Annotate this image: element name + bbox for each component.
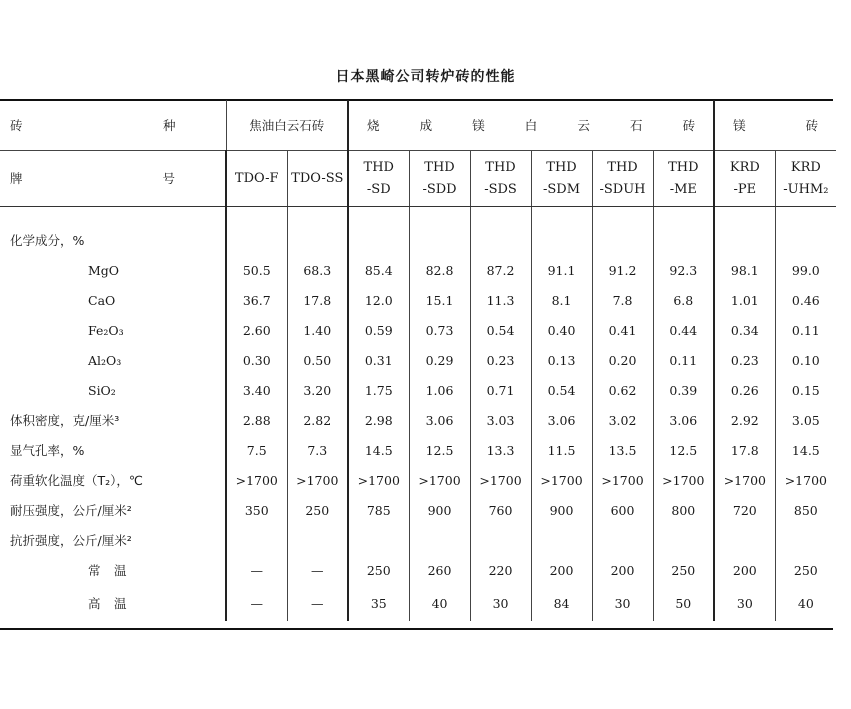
value-cell <box>348 225 409 255</box>
value-cell: 11.5 <box>531 435 592 465</box>
brand-cell: KRD -UHM₂ <box>775 151 836 207</box>
label-number: 号 <box>162 170 175 186</box>
value-cell: 1.75 <box>348 375 409 405</box>
brand-cell: THD -SDD <box>409 151 470 207</box>
value-cell: >1700 <box>287 465 348 495</box>
table-row <box>0 525 836 555</box>
row-label: 荷重软化温度（T₂），℃ <box>10 473 143 488</box>
group-char: 烧 <box>367 118 380 133</box>
row-label: 常 温 <box>88 563 127 578</box>
value-cell: 84 <box>531 585 592 621</box>
value-cell: — <box>287 555 348 585</box>
group-magnesia <box>714 100 836 151</box>
row-header-brand <box>0 151 226 207</box>
value-cell: 3.03 <box>470 405 531 435</box>
value-cell: 8.1 <box>531 285 592 315</box>
value-cell: 12.5 <box>653 435 714 465</box>
value-cell: 900 <box>531 495 592 525</box>
value-cell: 0.41 <box>592 315 653 345</box>
value-cell: 7.5 <box>226 435 287 465</box>
group-char: 砖 <box>682 118 696 133</box>
value-cell: 0.10 <box>775 345 836 375</box>
value-cell: 35 <box>348 585 409 621</box>
value-cell <box>714 525 775 555</box>
value-cell: 50.5 <box>226 255 287 285</box>
row-label: 抗折强度，公斤/厘米² <box>10 533 132 548</box>
table-row <box>0 495 836 525</box>
value-cell: >1700 <box>409 465 470 495</box>
value-cell: 98.1 <box>714 255 775 285</box>
value-cell: 0.30 <box>226 345 287 375</box>
value-cell: 0.62 <box>592 375 653 405</box>
brand-cell: TDO-F <box>226 151 287 207</box>
value-cell: >1700 <box>531 465 592 495</box>
value-cell: 220 <box>470 555 531 585</box>
value-cell: 0.15 <box>775 375 836 405</box>
value-cell: 50 <box>653 585 714 621</box>
table-row <box>0 435 836 465</box>
group-char: 镁 <box>472 118 485 133</box>
value-cell <box>470 225 531 255</box>
value-cell <box>592 225 653 255</box>
value-cell: 0.71 <box>470 375 531 405</box>
value-cell: 850 <box>775 495 836 525</box>
value-cell: 260 <box>409 555 470 585</box>
label-kind: 种 <box>162 118 176 133</box>
value-cell: 99.0 <box>775 255 836 285</box>
table-title: 日本黑崎公司转炉砖的性能 <box>335 69 516 85</box>
value-cell: 3.06 <box>409 405 470 435</box>
table-row <box>0 375 836 405</box>
value-cell: 0.26 <box>714 375 775 405</box>
properties-table <box>0 100 836 621</box>
value-cell <box>714 225 775 255</box>
value-cell <box>653 525 714 555</box>
row-label: 显气孔率，% <box>10 443 85 458</box>
brand-cell: TDO-SS <box>287 151 348 207</box>
value-cell: 40 <box>409 585 470 621</box>
value-cell: 13.5 <box>592 435 653 465</box>
table-row <box>0 285 836 315</box>
value-cell: 17.8 <box>714 435 775 465</box>
value-cell: 3.40 <box>226 375 287 405</box>
value-cell: 2.98 <box>348 405 409 435</box>
value-cell: 0.73 <box>409 315 470 345</box>
group-char: 石 <box>629 118 643 133</box>
value-cell: 36.7 <box>226 285 287 315</box>
value-cell: 0.23 <box>714 345 775 375</box>
value-cell: 0.50 <box>287 345 348 375</box>
label-brick: 砖 <box>10 118 23 133</box>
value-cell: >1700 <box>348 465 409 495</box>
value-cell: 15.1 <box>409 285 470 315</box>
brand-cell: THD -SDM <box>531 151 592 207</box>
value-cell: 2.88 <box>226 405 287 435</box>
value-cell: >1700 <box>714 465 775 495</box>
table-row <box>0 255 836 285</box>
value-cell <box>348 525 409 555</box>
brand-cell: THD -ME <box>653 151 714 207</box>
value-cell <box>531 525 592 555</box>
group-char: 砖 <box>805 118 819 133</box>
value-cell: 0.40 <box>531 315 592 345</box>
value-cell: 785 <box>348 495 409 525</box>
label-brand: 牌 <box>10 170 23 186</box>
value-cell: 3.02 <box>592 405 653 435</box>
table-row <box>0 465 836 495</box>
value-cell: 250 <box>653 555 714 585</box>
value-cell: 200 <box>592 555 653 585</box>
value-cell: 30 <box>592 585 653 621</box>
value-cell: 2.60 <box>226 315 287 345</box>
value-cell: 17.8 <box>287 285 348 315</box>
brand-cell: THD -SD <box>348 151 409 207</box>
row-label: 高 温 <box>88 596 127 611</box>
value-cell: 14.5 <box>348 435 409 465</box>
value-cell: 3.06 <box>531 405 592 435</box>
value-cell <box>592 525 653 555</box>
value-cell: 3.06 <box>653 405 714 435</box>
value-cell <box>287 525 348 555</box>
value-cell: 11.3 <box>470 285 531 315</box>
value-cell: >1700 <box>226 465 287 495</box>
value-cell: >1700 <box>653 465 714 495</box>
brand-cell: THD -SDS <box>470 151 531 207</box>
row-label: 体积密度，克/厘米³ <box>10 413 120 428</box>
value-cell: 0.34 <box>714 315 775 345</box>
value-cell: 7.3 <box>287 435 348 465</box>
value-cell: 200 <box>531 555 592 585</box>
value-cell: 1.06 <box>409 375 470 405</box>
value-cell <box>409 525 470 555</box>
value-cell: 91.2 <box>592 255 653 285</box>
row-label: SiO₂ <box>88 382 116 398</box>
value-cell: 82.8 <box>409 255 470 285</box>
row-label: 耐压强度，公斤/厘米² <box>10 503 132 518</box>
value-cell: 85.4 <box>348 255 409 285</box>
value-cell: 3.20 <box>287 375 348 405</box>
value-cell: 92.3 <box>653 255 714 285</box>
value-cell: 250 <box>775 555 836 585</box>
value-cell: 6.8 <box>653 285 714 315</box>
table-row <box>0 315 836 345</box>
value-cell: 0.39 <box>653 375 714 405</box>
value-cell: >1700 <box>592 465 653 495</box>
spacer-row <box>0 207 836 226</box>
value-cell: 0.31 <box>348 345 409 375</box>
value-cell: 250 <box>287 495 348 525</box>
value-cell: — <box>226 555 287 585</box>
value-cell: 14.5 <box>775 435 836 465</box>
row-label: MgO <box>88 262 120 278</box>
value-cell: — <box>226 585 287 621</box>
value-cell: 200 <box>714 555 775 585</box>
value-cell: 40 <box>775 585 836 621</box>
value-cell: 2.82 <box>287 405 348 435</box>
value-cell <box>409 225 470 255</box>
table-row <box>0 225 836 255</box>
value-cell: 600 <box>592 495 653 525</box>
value-cell <box>531 225 592 255</box>
value-cell <box>775 225 836 255</box>
group-tar-dolomite: 焦油白云石砖 <box>226 100 348 151</box>
value-cell: 2.92 <box>714 405 775 435</box>
value-cell: 30 <box>470 585 531 621</box>
header-row-type <box>0 100 836 151</box>
group-char: 成 <box>419 118 433 133</box>
value-cell: — <box>287 585 348 621</box>
table-row <box>0 585 836 621</box>
value-cell: 250 <box>348 555 409 585</box>
table-row <box>0 405 836 435</box>
value-cell: 0.46 <box>775 285 836 315</box>
header-row-brand <box>0 151 836 207</box>
value-cell <box>287 225 348 255</box>
value-cell: 91.1 <box>531 255 592 285</box>
value-cell: 30 <box>714 585 775 621</box>
table-row <box>0 555 836 585</box>
value-cell: >1700 <box>470 465 531 495</box>
table-row <box>0 345 836 375</box>
value-cell: 800 <box>653 495 714 525</box>
value-cell: 0.23 <box>470 345 531 375</box>
value-cell: 760 <box>470 495 531 525</box>
value-cell: 0.44 <box>653 315 714 345</box>
row-label: CaO <box>88 292 116 308</box>
value-cell <box>653 225 714 255</box>
value-cell: 0.54 <box>531 375 592 405</box>
value-cell: 900 <box>409 495 470 525</box>
value-cell: 12.0 <box>348 285 409 315</box>
row-label: 化学成分，% <box>10 233 85 248</box>
value-cell: 0.11 <box>653 345 714 375</box>
value-cell: 68.3 <box>287 255 348 285</box>
value-cell <box>226 225 287 255</box>
value-cell: 3.05 <box>775 405 836 435</box>
value-cell: 87.2 <box>470 255 531 285</box>
value-cell: 0.59 <box>348 315 409 345</box>
value-cell: 1.40 <box>287 315 348 345</box>
value-cell: 13.3 <box>470 435 531 465</box>
value-cell: 1.01 <box>714 285 775 315</box>
row-label: Al₂O₃ <box>88 352 122 368</box>
value-cell <box>775 525 836 555</box>
value-cell: 7.8 <box>592 285 653 315</box>
brand-cell: THD -SDUH <box>592 151 653 207</box>
row-label: Fe₂O₃ <box>88 322 124 338</box>
value-cell: 0.29 <box>409 345 470 375</box>
value-cell: 350 <box>226 495 287 525</box>
value-cell <box>226 525 287 555</box>
row-header-type <box>0 100 226 151</box>
group-char: 镁 <box>733 118 746 133</box>
value-cell: 12.5 <box>409 435 470 465</box>
group-char: 云 <box>577 118 590 133</box>
bottom-rule <box>0 628 833 630</box>
group-char: 白 <box>524 118 538 133</box>
value-cell: 0.54 <box>470 315 531 345</box>
group-fired-mag-dolomite <box>348 100 714 151</box>
value-cell: 720 <box>714 495 775 525</box>
brand-cell: KRD -PE <box>714 151 775 207</box>
value-cell: 0.13 <box>531 345 592 375</box>
value-cell: 0.11 <box>775 315 836 345</box>
value-cell: 0.20 <box>592 345 653 375</box>
value-cell: >1700 <box>775 465 836 495</box>
value-cell <box>470 525 531 555</box>
